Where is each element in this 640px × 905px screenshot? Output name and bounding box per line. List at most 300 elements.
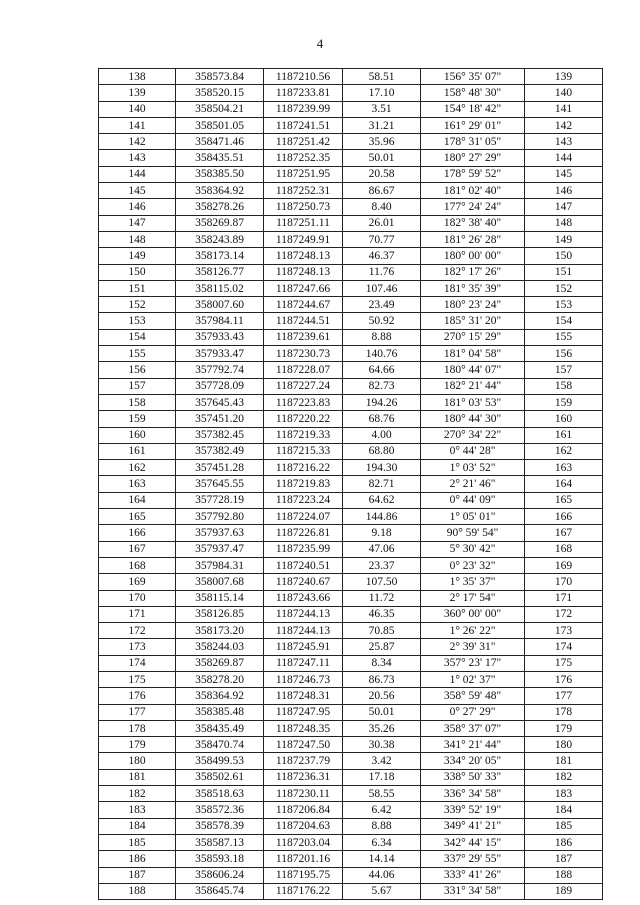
- distance-cell: 107.50: [343, 574, 421, 590]
- table-row: [99, 117, 603, 133]
- bearing-cell: 156° 35' 07": [421, 69, 525, 85]
- table-row: [99, 753, 603, 769]
- x-coordinate-cell: 358244.03: [176, 639, 264, 655]
- point-number-cell: 167: [99, 541, 176, 557]
- x-coordinate-cell: 358572.36: [176, 802, 264, 818]
- y-coordinate-cell: 1187251.11: [264, 215, 343, 231]
- table-row: [99, 574, 603, 590]
- distance-cell: 58.51: [343, 69, 421, 85]
- next-point-cell: 189: [525, 883, 603, 899]
- x-coordinate-cell: 357984.11: [176, 313, 264, 329]
- bearing-cell: 331° 34' 58": [421, 883, 525, 899]
- y-coordinate-cell: 1187228.07: [264, 362, 343, 378]
- bearing-cell: 358° 59' 48": [421, 688, 525, 704]
- distance-cell: 3.51: [343, 101, 421, 117]
- next-point-cell: 186: [525, 834, 603, 850]
- bearing-cell: 333° 41' 26": [421, 867, 525, 883]
- table-row: [99, 427, 603, 443]
- x-coordinate-cell: 357451.28: [176, 460, 264, 476]
- bearing-cell: 336° 34' 58": [421, 786, 525, 802]
- table-row: [99, 134, 603, 150]
- distance-cell: 58.55: [343, 786, 421, 802]
- next-point-cell: 148: [525, 215, 603, 231]
- distance-cell: 8.34: [343, 655, 421, 671]
- distance-cell: 17.18: [343, 769, 421, 785]
- distance-cell: 17.10: [343, 85, 421, 101]
- table-row: [99, 883, 603, 899]
- distance-cell: 50.01: [343, 150, 421, 166]
- next-point-cell: 152: [525, 280, 603, 296]
- distance-cell: 20.56: [343, 688, 421, 704]
- table-row: [99, 802, 603, 818]
- y-coordinate-cell: 1187248.31: [264, 688, 343, 704]
- table-row: [99, 264, 603, 280]
- y-coordinate-cell: 1187251.42: [264, 134, 343, 150]
- bearing-cell: 357° 23' 17": [421, 655, 525, 671]
- x-coordinate-cell: 358502.61: [176, 769, 264, 785]
- coordinates-table-body: [99, 69, 603, 900]
- y-coordinate-cell: 1187252.35: [264, 150, 343, 166]
- distance-cell: 50.01: [343, 704, 421, 720]
- y-coordinate-cell: 1187237.79: [264, 753, 343, 769]
- x-coordinate-cell: 358504.21: [176, 101, 264, 117]
- point-number-cell: 156: [99, 362, 176, 378]
- table-row: [99, 623, 603, 639]
- bearing-cell: 161° 29' 01": [421, 117, 525, 133]
- next-point-cell: 153: [525, 297, 603, 313]
- point-number-cell: 175: [99, 671, 176, 687]
- x-coordinate-cell: 358269.87: [176, 655, 264, 671]
- bearing-cell: 182° 21' 44": [421, 378, 525, 394]
- distance-cell: 9.18: [343, 525, 421, 541]
- table-row: [99, 69, 603, 85]
- next-point-cell: 176: [525, 671, 603, 687]
- bearing-cell: 2° 17' 54": [421, 590, 525, 606]
- y-coordinate-cell: 1187247.95: [264, 704, 343, 720]
- x-coordinate-cell: 357728.09: [176, 378, 264, 394]
- x-coordinate-cell: 357728.19: [176, 492, 264, 508]
- y-coordinate-cell: 1187248.35: [264, 720, 343, 736]
- bearing-cell: 1° 03' 52": [421, 460, 525, 476]
- table-row: [99, 280, 603, 296]
- bearing-cell: 181° 04' 58": [421, 346, 525, 362]
- point-number-cell: 153: [99, 313, 176, 329]
- y-coordinate-cell: 1187247.50: [264, 737, 343, 753]
- point-number-cell: 183: [99, 802, 176, 818]
- next-point-cell: 181: [525, 753, 603, 769]
- table-row: [99, 199, 603, 215]
- point-number-cell: 148: [99, 231, 176, 247]
- y-coordinate-cell: 1187224.07: [264, 509, 343, 525]
- table-row: [99, 720, 603, 736]
- bearing-cell: 180° 23' 24": [421, 297, 525, 313]
- table-row: [99, 867, 603, 883]
- next-point-cell: 146: [525, 183, 603, 199]
- distance-cell: 82.73: [343, 378, 421, 394]
- bearing-cell: 178° 59' 52": [421, 166, 525, 182]
- point-number-cell: 151: [99, 280, 176, 296]
- table-row: [99, 818, 603, 834]
- y-coordinate-cell: 1187241.51: [264, 117, 343, 133]
- y-coordinate-cell: 1187244.13: [264, 623, 343, 639]
- distance-cell: 50.92: [343, 313, 421, 329]
- table-row: [99, 590, 603, 606]
- y-coordinate-cell: 1187247.66: [264, 280, 343, 296]
- next-point-cell: 156: [525, 346, 603, 362]
- x-coordinate-cell: 357792.80: [176, 509, 264, 525]
- table-row: [99, 460, 603, 476]
- x-coordinate-cell: 358278.20: [176, 671, 264, 687]
- next-point-cell: 149: [525, 231, 603, 247]
- next-point-cell: 166: [525, 509, 603, 525]
- next-point-cell: 162: [525, 443, 603, 459]
- distance-cell: 4.00: [343, 427, 421, 443]
- bearing-cell: 180° 44' 07": [421, 362, 525, 378]
- next-point-cell: 185: [525, 818, 603, 834]
- table-row: [99, 769, 603, 785]
- y-coordinate-cell: 1187227.24: [264, 378, 343, 394]
- point-number-cell: 176: [99, 688, 176, 704]
- point-number-cell: 141: [99, 117, 176, 133]
- distance-cell: 46.37: [343, 248, 421, 264]
- distance-cell: 25.87: [343, 639, 421, 655]
- next-point-cell: 168: [525, 541, 603, 557]
- next-point-cell: 164: [525, 476, 603, 492]
- bearing-cell: 158° 48' 30": [421, 85, 525, 101]
- bearing-cell: 182° 38' 40": [421, 215, 525, 231]
- table-row: [99, 394, 603, 410]
- bearing-cell: 180° 27' 29": [421, 150, 525, 166]
- distance-cell: 5.67: [343, 883, 421, 899]
- y-coordinate-cell: 1187243.66: [264, 590, 343, 606]
- bearing-cell: 2° 39' 31": [421, 639, 525, 655]
- x-coordinate-cell: 357792.74: [176, 362, 264, 378]
- point-number-cell: 179: [99, 737, 176, 753]
- x-coordinate-cell: 358520.15: [176, 85, 264, 101]
- y-coordinate-cell: 1187216.22: [264, 460, 343, 476]
- bearing-cell: 1° 26' 22": [421, 623, 525, 639]
- table-row: [99, 101, 603, 117]
- distance-cell: 35.96: [343, 134, 421, 150]
- point-number-cell: 186: [99, 851, 176, 867]
- next-point-cell: 182: [525, 769, 603, 785]
- bearing-cell: 1° 35' 37": [421, 574, 525, 590]
- point-number-cell: 155: [99, 346, 176, 362]
- next-point-cell: 170: [525, 574, 603, 590]
- table-row: [99, 183, 603, 199]
- table-row: [99, 362, 603, 378]
- y-coordinate-cell: 1187240.51: [264, 557, 343, 573]
- bearing-cell: 0° 44' 28": [421, 443, 525, 459]
- table-row: [99, 834, 603, 850]
- next-point-cell: 179: [525, 720, 603, 736]
- y-coordinate-cell: 1187248.13: [264, 248, 343, 264]
- x-coordinate-cell: 358587.13: [176, 834, 264, 850]
- x-coordinate-cell: 357933.47: [176, 346, 264, 362]
- table-row: [99, 688, 603, 704]
- bearing-cell: 337° 29' 55": [421, 851, 525, 867]
- table-row: [99, 411, 603, 427]
- point-number-cell: 181: [99, 769, 176, 785]
- x-coordinate-cell: 357382.45: [176, 427, 264, 443]
- point-number-cell: 172: [99, 623, 176, 639]
- distance-cell: 68.76: [343, 411, 421, 427]
- point-number-cell: 163: [99, 476, 176, 492]
- y-coordinate-cell: 1187248.13: [264, 264, 343, 280]
- y-coordinate-cell: 1187230.73: [264, 346, 343, 362]
- point-number-cell: 158: [99, 394, 176, 410]
- table-row: [99, 655, 603, 671]
- table-row: [99, 557, 603, 573]
- x-coordinate-cell: 358435.51: [176, 150, 264, 166]
- distance-cell: 26.01: [343, 215, 421, 231]
- y-coordinate-cell: 1187233.81: [264, 85, 343, 101]
- y-coordinate-cell: 1187247.11: [264, 655, 343, 671]
- distance-cell: 8.88: [343, 329, 421, 345]
- next-point-cell: 183: [525, 786, 603, 802]
- next-point-cell: 161: [525, 427, 603, 443]
- point-number-cell: 146: [99, 199, 176, 215]
- distance-cell: 140.76: [343, 346, 421, 362]
- y-coordinate-cell: 1187236.31: [264, 769, 343, 785]
- y-coordinate-cell: 1187201.16: [264, 851, 343, 867]
- bearing-cell: 1° 05' 01": [421, 509, 525, 525]
- x-coordinate-cell: 357937.47: [176, 541, 264, 557]
- next-point-cell: 167: [525, 525, 603, 541]
- distance-cell: 3.42: [343, 753, 421, 769]
- bearing-cell: 181° 02' 40": [421, 183, 525, 199]
- bearing-cell: 0° 23' 32": [421, 557, 525, 573]
- y-coordinate-cell: 1187195.75: [264, 867, 343, 883]
- x-coordinate-cell: 358007.68: [176, 574, 264, 590]
- x-coordinate-cell: 358606.24: [176, 867, 264, 883]
- y-coordinate-cell: 1187219.33: [264, 427, 343, 443]
- x-coordinate-cell: 358499.53: [176, 753, 264, 769]
- y-coordinate-cell: 1187246.73: [264, 671, 343, 687]
- y-coordinate-cell: 1187252.31: [264, 183, 343, 199]
- bearing-cell: 180° 44' 30": [421, 411, 525, 427]
- x-coordinate-cell: 358501.05: [176, 117, 264, 133]
- x-coordinate-cell: 357451.20: [176, 411, 264, 427]
- x-coordinate-cell: 358126.77: [176, 264, 264, 280]
- next-point-cell: 158: [525, 378, 603, 394]
- x-coordinate-cell: 358278.26: [176, 199, 264, 215]
- x-coordinate-cell: 358243.89: [176, 231, 264, 247]
- distance-cell: 8.40: [343, 199, 421, 215]
- point-number-cell: 184: [99, 818, 176, 834]
- point-number-cell: 145: [99, 183, 176, 199]
- x-coordinate-cell: 358435.49: [176, 720, 264, 736]
- table-row: [99, 346, 603, 362]
- page-number: 4: [316, 36, 324, 51]
- next-point-cell: 174: [525, 639, 603, 655]
- distance-cell: 47.06: [343, 541, 421, 557]
- next-point-cell: 180: [525, 737, 603, 753]
- x-coordinate-cell: 358385.50: [176, 166, 264, 182]
- point-number-cell: 152: [99, 297, 176, 313]
- distance-cell: 82.71: [343, 476, 421, 492]
- x-coordinate-cell: 357933.43: [176, 329, 264, 345]
- point-number-cell: 174: [99, 655, 176, 671]
- distance-cell: 6.34: [343, 834, 421, 850]
- table-row: [99, 313, 603, 329]
- y-coordinate-cell: 1187223.83: [264, 394, 343, 410]
- distance-cell: 86.67: [343, 183, 421, 199]
- distance-cell: 70.77: [343, 231, 421, 247]
- point-number-cell: 173: [99, 639, 176, 655]
- point-number-cell: 144: [99, 166, 176, 182]
- bearing-cell: 341° 21' 44": [421, 737, 525, 753]
- table-row: [99, 509, 603, 525]
- table-row: [99, 378, 603, 394]
- distance-cell: 11.76: [343, 264, 421, 280]
- table-row: [99, 248, 603, 264]
- bearing-cell: 270° 34' 22": [421, 427, 525, 443]
- distance-cell: 6.42: [343, 802, 421, 818]
- next-point-cell: 184: [525, 802, 603, 818]
- next-point-cell: 177: [525, 688, 603, 704]
- x-coordinate-cell: 358173.14: [176, 248, 264, 264]
- next-point-cell: 142: [525, 117, 603, 133]
- table-row: [99, 85, 603, 101]
- bearing-cell: 181° 03' 53": [421, 394, 525, 410]
- next-point-cell: 171: [525, 590, 603, 606]
- table-row: [99, 443, 603, 459]
- x-coordinate-cell: 358471.46: [176, 134, 264, 150]
- distance-cell: 194.30: [343, 460, 421, 476]
- distance-cell: 68.80: [343, 443, 421, 459]
- x-coordinate-cell: 358385.48: [176, 704, 264, 720]
- table-row: [99, 215, 603, 231]
- table-row: [99, 671, 603, 687]
- table-row: [99, 704, 603, 720]
- point-number-cell: 143: [99, 150, 176, 166]
- y-coordinate-cell: 1187230.11: [264, 786, 343, 802]
- distance-cell: 14.14: [343, 851, 421, 867]
- point-number-cell: 140: [99, 101, 176, 117]
- table-row: [99, 150, 603, 166]
- bearing-cell: 181° 26' 28": [421, 231, 525, 247]
- next-point-cell: 147: [525, 199, 603, 215]
- distance-cell: 44.06: [343, 867, 421, 883]
- table-row: [99, 329, 603, 345]
- next-point-cell: 144: [525, 150, 603, 166]
- point-number-cell: 168: [99, 557, 176, 573]
- distance-cell: 8.88: [343, 818, 421, 834]
- next-point-cell: 173: [525, 623, 603, 639]
- x-coordinate-cell: 357937.63: [176, 525, 264, 541]
- distance-cell: 70.85: [343, 623, 421, 639]
- x-coordinate-cell: 358115.14: [176, 590, 264, 606]
- x-coordinate-cell: 357382.49: [176, 443, 264, 459]
- next-point-cell: 139: [525, 69, 603, 85]
- point-number-cell: 188: [99, 883, 176, 899]
- table-row: [99, 639, 603, 655]
- next-point-cell: 172: [525, 606, 603, 622]
- distance-cell: 31.21: [343, 117, 421, 133]
- point-number-cell: 166: [99, 525, 176, 541]
- y-coordinate-cell: 1187240.67: [264, 574, 343, 590]
- y-coordinate-cell: 1187235.99: [264, 541, 343, 557]
- next-point-cell: 163: [525, 460, 603, 476]
- point-number-cell: 180: [99, 753, 176, 769]
- coordinates-table: [98, 68, 603, 900]
- y-coordinate-cell: 1187220.22: [264, 411, 343, 427]
- point-number-cell: 187: [99, 867, 176, 883]
- y-coordinate-cell: 1187219.83: [264, 476, 343, 492]
- y-coordinate-cell: 1187204.63: [264, 818, 343, 834]
- distance-cell: 11.72: [343, 590, 421, 606]
- x-coordinate-cell: 357645.43: [176, 394, 264, 410]
- point-number-cell: 177: [99, 704, 176, 720]
- next-point-cell: 178: [525, 704, 603, 720]
- next-point-cell: 143: [525, 134, 603, 150]
- bearing-cell: 270° 15' 29": [421, 329, 525, 345]
- next-point-cell: 140: [525, 85, 603, 101]
- bearing-cell: 2° 21' 46": [421, 476, 525, 492]
- point-number-cell: 169: [99, 574, 176, 590]
- distance-cell: 20.58: [343, 166, 421, 182]
- next-point-cell: 175: [525, 655, 603, 671]
- y-coordinate-cell: 1187239.61: [264, 329, 343, 345]
- next-point-cell: 151: [525, 264, 603, 280]
- point-number-cell: 142: [99, 134, 176, 150]
- point-number-cell: 138: [99, 69, 176, 85]
- x-coordinate-cell: 358126.85: [176, 606, 264, 622]
- distance-cell: 35.26: [343, 720, 421, 736]
- bearing-cell: 358° 37' 07": [421, 720, 525, 736]
- point-number-cell: 159: [99, 411, 176, 427]
- distance-cell: 30.38: [343, 737, 421, 753]
- point-number-cell: 154: [99, 329, 176, 345]
- y-coordinate-cell: 1187244.67: [264, 297, 343, 313]
- y-coordinate-cell: 1187251.95: [264, 166, 343, 182]
- y-coordinate-cell: 1187223.24: [264, 492, 343, 508]
- point-number-cell: 161: [99, 443, 176, 459]
- table-row: [99, 231, 603, 247]
- point-number-cell: 170: [99, 590, 176, 606]
- bearing-cell: 1° 02' 37": [421, 671, 525, 687]
- next-point-cell: 165: [525, 492, 603, 508]
- y-coordinate-cell: 1187226.81: [264, 525, 343, 541]
- x-coordinate-cell: 358173.20: [176, 623, 264, 639]
- distance-cell: 64.62: [343, 492, 421, 508]
- next-point-cell: 188: [525, 867, 603, 883]
- y-coordinate-cell: 1187215.33: [264, 443, 343, 459]
- x-coordinate-cell: 358364.92: [176, 688, 264, 704]
- distance-cell: 194.26: [343, 394, 421, 410]
- x-coordinate-cell: 358518.63: [176, 786, 264, 802]
- next-point-cell: 141: [525, 101, 603, 117]
- bearing-cell: 177° 24' 24": [421, 199, 525, 215]
- table-row: [99, 606, 603, 622]
- y-coordinate-cell: 1187203.04: [264, 834, 343, 850]
- point-number-cell: 165: [99, 509, 176, 525]
- x-coordinate-cell: 357645.55: [176, 476, 264, 492]
- next-point-cell: 155: [525, 329, 603, 345]
- distance-cell: 107.46: [343, 280, 421, 296]
- y-coordinate-cell: 1187249.91: [264, 231, 343, 247]
- next-point-cell: 160: [525, 411, 603, 427]
- distance-cell: 64.66: [343, 362, 421, 378]
- y-coordinate-cell: 1187210.56: [264, 69, 343, 85]
- y-coordinate-cell: 1187244.13: [264, 606, 343, 622]
- x-coordinate-cell: 358470.74: [176, 737, 264, 753]
- x-coordinate-cell: 357984.31: [176, 557, 264, 573]
- next-point-cell: 154: [525, 313, 603, 329]
- next-point-cell: 145: [525, 166, 603, 182]
- bearing-cell: 339° 52' 19": [421, 802, 525, 818]
